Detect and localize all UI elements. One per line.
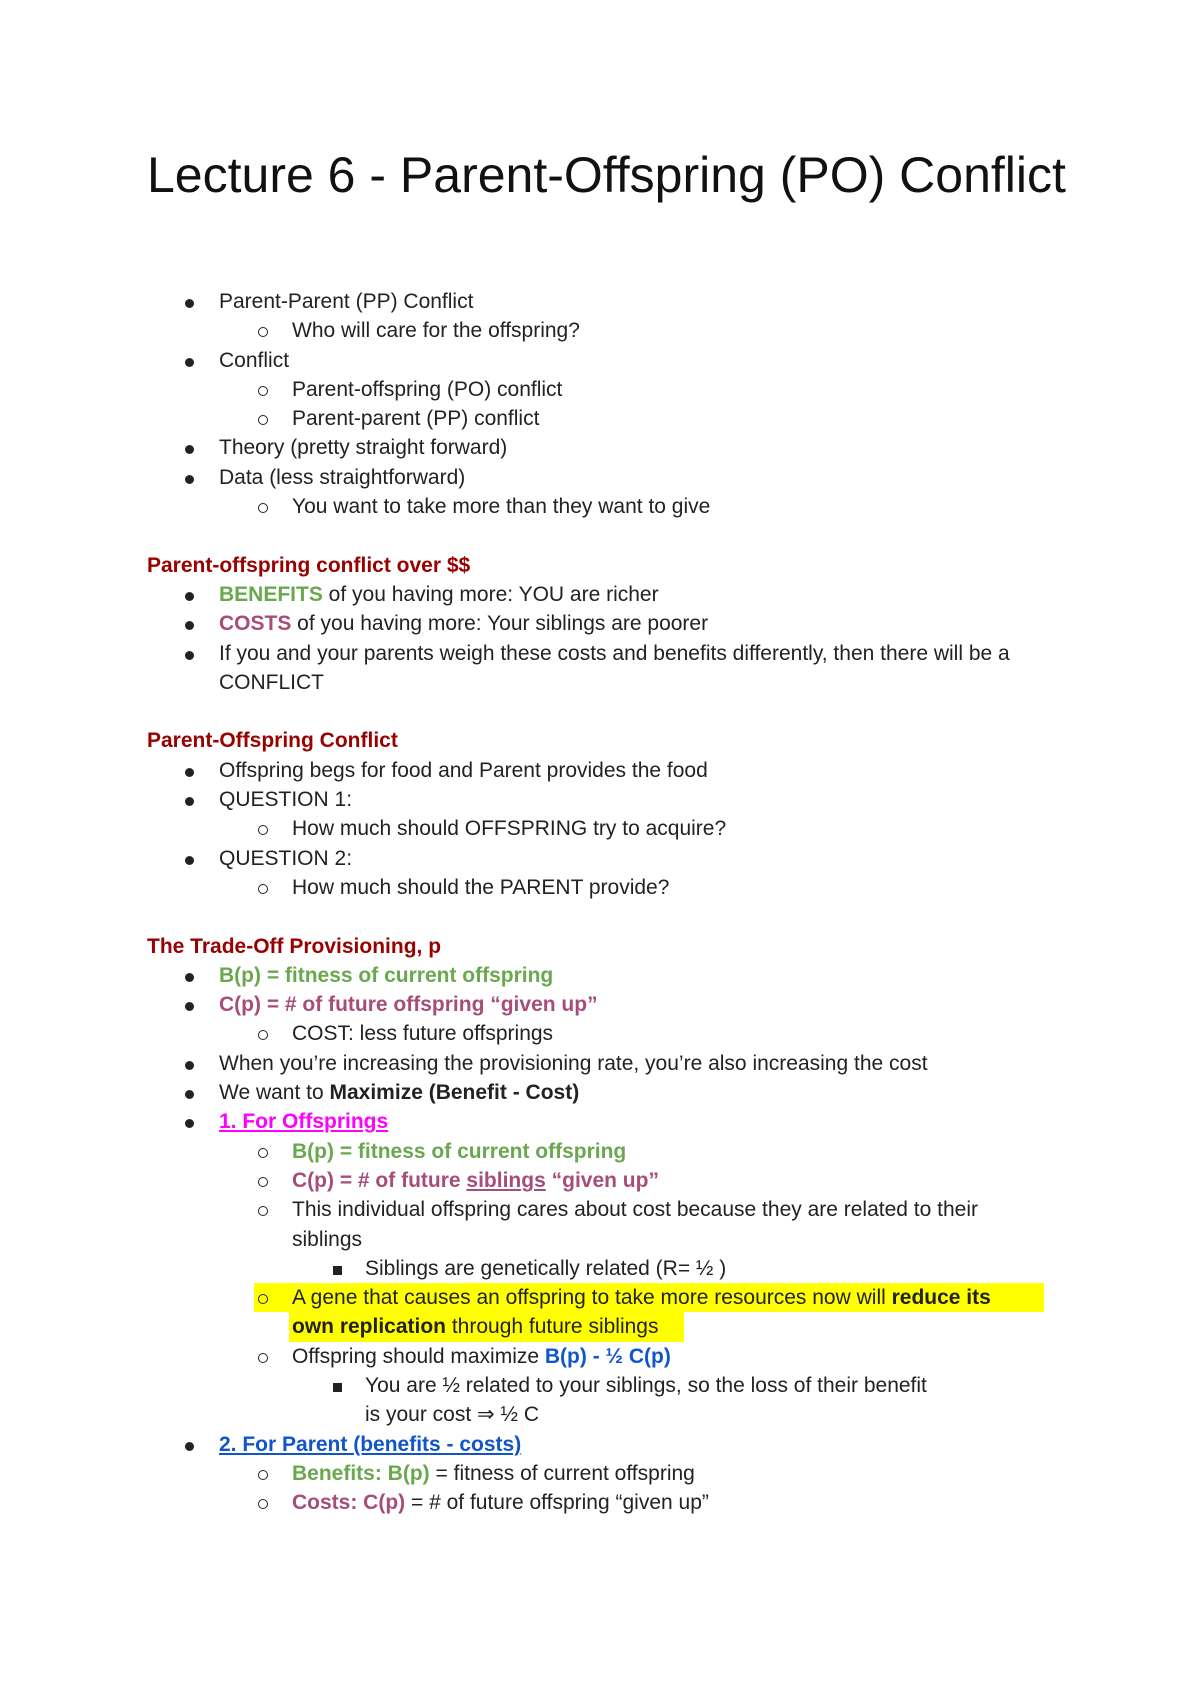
- paragraph-spacer: [0, 902, 1200, 931]
- list-item-highlighted-continuation: own replication through future siblings: [0, 1312, 1200, 1341]
- list-item: Parent-Parent (PP) Conflict: [0, 287, 1200, 316]
- bullet-disc-icon: [185, 768, 194, 777]
- bullet-disc-icon: [185, 1442, 194, 1451]
- list-item: QUESTION 2:: [0, 844, 1200, 873]
- list-item: Benefits: B(p) = fitness of current offspring: [0, 1459, 1200, 1488]
- bullet-circle-icon: [258, 386, 268, 396]
- list-item: Offspring begs for food and Parent provides the food: [0, 756, 1200, 785]
- list-item: When you’re increasing the provisioning rate, you’re also increasing the cost: [0, 1049, 1200, 1078]
- bullet-disc-icon: [185, 358, 194, 367]
- bullet-disc-icon: [185, 1090, 194, 1099]
- list-item: Data (less straightforward): [0, 463, 1200, 492]
- list-item: Who will care for the offspring?: [0, 316, 1200, 345]
- list-item: [0, 1430, 1200, 1459]
- bullet-square-icon: [333, 1266, 342, 1275]
- bullet-disc-icon: [185, 651, 194, 660]
- bullet-circle-icon: [258, 1030, 268, 1040]
- bullet-disc-icon: [185, 621, 194, 630]
- bullet-circle-icon: [258, 1148, 268, 1158]
- list-item: C(p) = # of future offspring “given up”: [0, 990, 1200, 1019]
- document-body: [0, 287, 1200, 1517]
- link-for-parent[interactable]: 2. For Parent (benefits - costs): [219, 1432, 522, 1456]
- bullet-circle-icon: [258, 1499, 268, 1509]
- list-item: Siblings are genetically related (R= ½ ): [0, 1254, 1200, 1283]
- list-item-continuation: siblings: [292, 1227, 363, 1251]
- bullet-circle-icon: [258, 1470, 268, 1480]
- link-for-offsprings[interactable]: 1. For Offsprings: [219, 1110, 389, 1134]
- bullet-disc-icon: [185, 856, 194, 865]
- list-item: This individual offspring cares about cost because they are related to their: [0, 1195, 1200, 1224]
- bullet-disc-icon: [185, 445, 194, 454]
- bullet-disc-icon: [185, 1002, 194, 1011]
- section-heading-money: Parent-offspring conflict over $$: [147, 553, 471, 577]
- section-heading-tradeoff: The Trade-Off Provisioning, p: [147, 934, 442, 958]
- list-item: You are ½ related to your siblings, so the loss of their benefit: [0, 1371, 1200, 1400]
- list-item: B(p) = fitness of current offspring: [0, 1137, 1200, 1166]
- section-heading-po-conflict: Parent-Offspring Conflict: [147, 729, 398, 753]
- list-item: We want to Maximize (Benefit - Cost): [0, 1078, 1200, 1107]
- list-item-highlighted: A gene that causes an offspring to take more resources now will reduce its: [0, 1283, 1200, 1312]
- list-item: Theory (pretty straight forward): [0, 433, 1200, 462]
- bullet-disc-icon: [185, 592, 194, 601]
- list-item: You want to take more than they want to give: [0, 492, 1200, 521]
- list-item: BENEFITS of you having more: YOU are richer: [0, 580, 1200, 609]
- list-item: How much should OFFSPRING try to acquire?: [0, 814, 1200, 843]
- bullet-circle-icon: [258, 1206, 268, 1216]
- list-item: COSTS of you having more: Your siblings are poorer: [0, 609, 1200, 638]
- bullet-square-icon: [333, 1383, 342, 1392]
- bullet-disc-icon: [185, 973, 194, 982]
- list-item-continuation: is your cost ⇒ ½ C: [365, 1403, 539, 1427]
- page-title: Lecture 6 - Parent-Offspring (PO) Conflict: [147, 147, 1066, 203]
- list-item-continuation: CONFLICT: [219, 670, 324, 694]
- bullet-circle-icon: [258, 415, 268, 425]
- list-item: B(p) = fitness of current offspring: [0, 961, 1200, 990]
- bullet-circle-icon: [258, 503, 268, 513]
- bullet-circle-icon: [258, 1353, 268, 1363]
- list-item: Parent-parent (PP) conflict: [0, 404, 1200, 433]
- bullet-disc-icon: [185, 1061, 194, 1070]
- list-item: Conflict: [0, 346, 1200, 375]
- bullet-disc-icon: [185, 299, 194, 308]
- list-item: COST: less future offsprings: [0, 1019, 1200, 1048]
- bullet-disc-icon: [185, 475, 194, 484]
- bullet-disc-icon: [185, 1119, 194, 1128]
- list-item: C(p) = # of future siblings “given up”: [0, 1166, 1200, 1195]
- list-item: How much should the PARENT provide?: [0, 873, 1200, 902]
- bullet-circle-icon: [258, 327, 268, 337]
- paragraph-spacer: [0, 697, 1200, 726]
- bullet-disc-icon: [185, 797, 194, 806]
- list-item: QUESTION 1:: [0, 785, 1200, 814]
- paragraph-spacer: [0, 521, 1200, 550]
- list-item: If you and your parents weigh these costs and benefits differently, then there will be a: [0, 639, 1200, 668]
- bullet-circle-icon: [258, 825, 268, 835]
- bullet-circle-icon: [258, 1177, 268, 1187]
- list-item: Offspring should maximize B(p) - ½ C(p): [0, 1342, 1200, 1371]
- list-item: Parent-offspring (PO) conflict: [0, 375, 1200, 404]
- bullet-circle-icon: [258, 884, 268, 894]
- list-item: [0, 1107, 1200, 1136]
- list-item: Costs: C(p) = # of future offspring “given up”: [0, 1488, 1200, 1517]
